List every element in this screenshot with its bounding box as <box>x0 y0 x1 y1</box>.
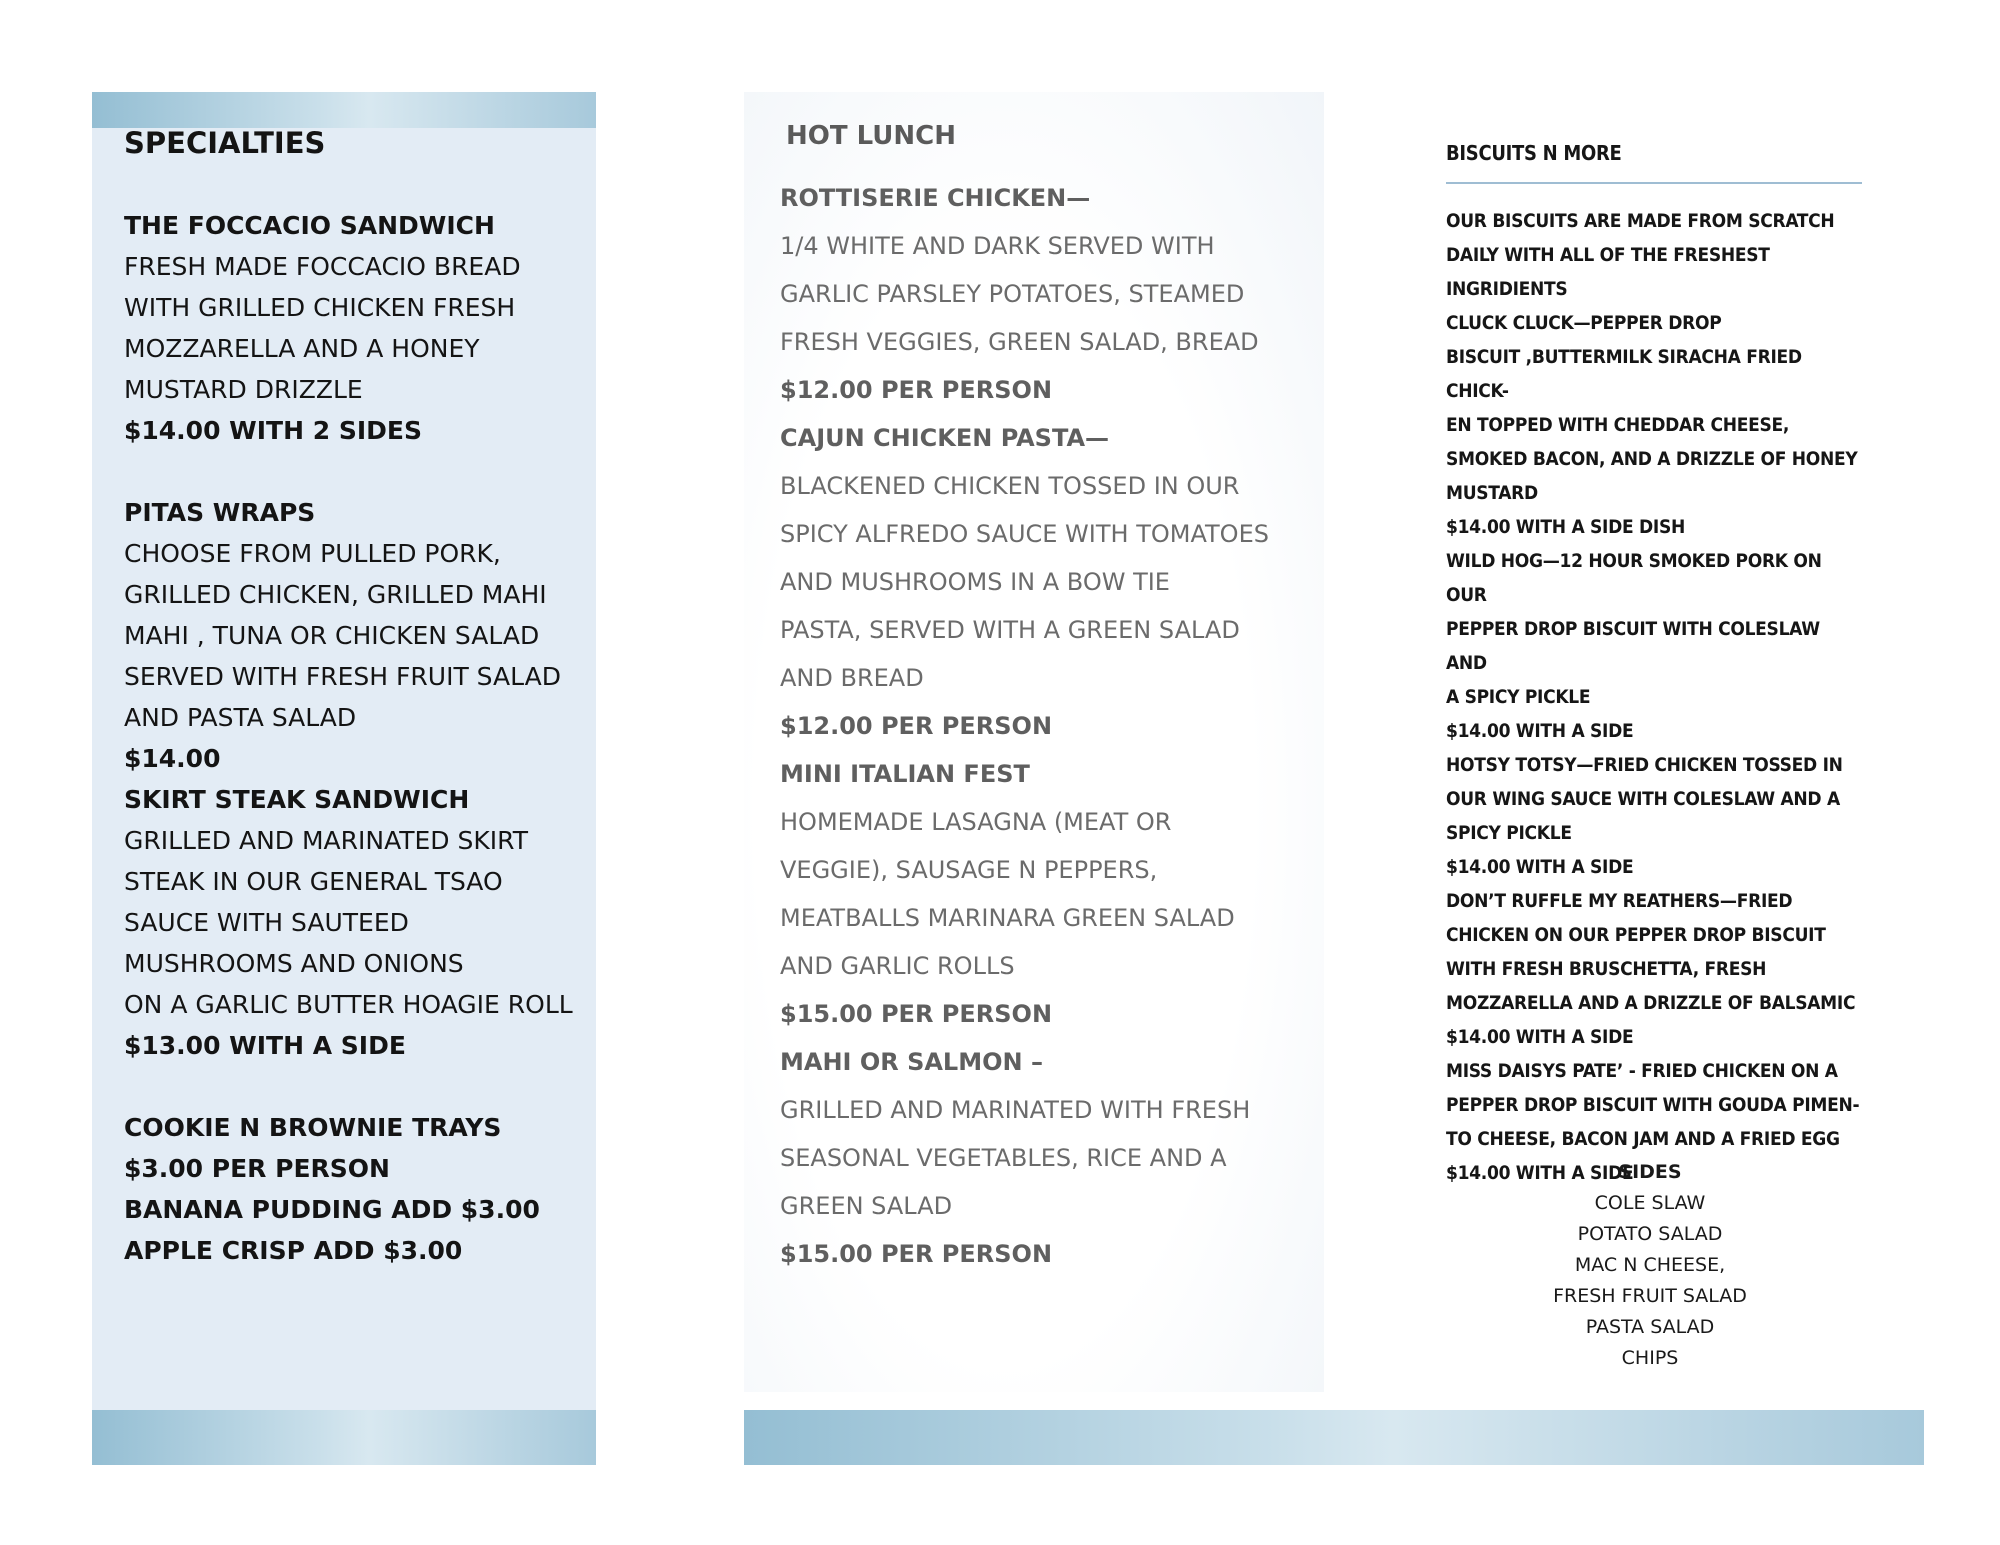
hot-lunch-menu-line: GARLIC PARSLEY POTATOES, STEAMED <box>780 280 1245 308</box>
hot-lunch-menu-line: $15.00 PER PERSON <box>780 1000 1053 1028</box>
biscuits-menu-line: WITH FRESH BRUSCHETTA, FRESH <box>1446 958 1767 980</box>
hot-lunch-menu-line: $12.00 PER PERSON <box>780 712 1053 740</box>
specialties-menu-line <box>124 1066 594 1107</box>
biscuits-menu-line: CLUCK CLUCK—PEPPER DROP <box>1446 312 1722 334</box>
biscuits-menu-line: DON’T RUFFLE MY REATHERS—FRIED <box>1446 890 1793 912</box>
sides-title: SIDES <box>1618 1161 1682 1183</box>
biscuits-menu-line: EN TOPPED WITH CHEDDAR CHEESE, <box>1446 414 1790 436</box>
hot-lunch-menu-line: ROTTISERIE CHICKEN— <box>780 184 1091 212</box>
hot-lunch-menu-line: CAJUN CHICKEN PASTA— <box>780 424 1110 452</box>
biscuits-menu-line: PEPPER DROP BISCUIT WITH GOUDA PIMEN- <box>1446 1094 1860 1116</box>
hot-lunch-menu-line: $12.00 PER PERSON <box>780 376 1053 404</box>
sides-list <box>1520 1188 1780 1374</box>
biscuits-menu-line: $14.00 WITH A SIDE <box>1446 856 1634 878</box>
specialties-title: SPECIALTIES <box>124 126 326 160</box>
sides-item-line: COLE SLAW <box>1594 1192 1706 1214</box>
specialties-menu-line: $14.00 <box>124 744 221 773</box>
biscuits-menu-line: SPICY PICKLE <box>1446 822 1572 844</box>
biscuits-list <box>1446 204 1866 1190</box>
hot-lunch-menu-line: HOMEMADE LASAGNA (MEAT OR <box>780 808 1172 836</box>
biscuits-menu-line: OUR WING SAUCE WITH COLESLAW AND A <box>1446 788 1840 810</box>
biscuits-menu-line: SMOKED BACON, AND A DRIZZLE OF HONEY <box>1446 448 1858 470</box>
biscuits-menu-line: TO CHEESE, BACON JAM AND A FRIED EGG <box>1446 1128 1840 1150</box>
specialties-menu-line: GRILLED AND MARINATED SKIRT <box>124 826 528 855</box>
biscuits-menu-line: MOZZARELLA AND A DRIZZLE OF BALSAMIC <box>1446 992 1856 1014</box>
specialties-menu-line <box>124 451 594 492</box>
hot-lunch-menu-line: MEATBALLS MARINARA GREEN SALAD <box>780 904 1235 932</box>
biscuits-divider <box>1446 182 1862 184</box>
hot-lunch-menu-line: 1/4 WHITE AND DARK SERVED WITH <box>780 232 1215 260</box>
specialties-menu-line: STEAK IN OUR GENERAL TSAO <box>124 867 503 896</box>
hot-lunch-menu-line: AND GARLIC ROLLS <box>780 952 1015 980</box>
hot-lunch-menu-line: AND MUSHROOMS IN A BOW TIE <box>780 568 1170 596</box>
biscuits-menu-line: INGRIDIENTS <box>1446 278 1568 300</box>
hot-lunch-menu-line: $15.00 PER PERSON <box>780 1240 1053 1268</box>
biscuits-menu-line: OUR BISCUITS ARE MADE FROM SCRATCH <box>1446 210 1835 232</box>
specialties-menu-line: MAHI , TUNA OR CHICKEN SALAD <box>124 621 540 650</box>
hot-lunch-menu-line: VEGGIE), SAUSAGE N PEPPERS, <box>780 856 1158 884</box>
specialties-menu-line: COOKIE N BROWNIE TRAYS <box>124 1113 502 1142</box>
hot-lunch-menu-line: SEASONAL VEGETABLES, RICE AND A <box>780 1144 1227 1172</box>
specialties-list <box>124 205 594 1271</box>
biscuits-menu-line: MISS DAISYS PATE’ - FRIED CHICKEN ON A <box>1446 1060 1838 1082</box>
sides-item-line: POTATO SALAD <box>1577 1223 1723 1245</box>
specialties-menu-line: GRILLED CHICKEN, GRILLED MAHI <box>124 580 547 609</box>
specialties-menu-line: THE FOCCACIO SANDWICH <box>124 211 495 240</box>
biscuits-menu-line: HOTSY TOTSY—FRIED CHICKEN TOSSED IN <box>1446 754 1843 776</box>
hot-lunch-section <box>780 112 1320 1278</box>
specialties-menu-line: APPLE CRISP ADD $3.00 <box>124 1236 463 1265</box>
sides-item-line: MAC N CHEESE, <box>1574 1254 1726 1276</box>
hot-lunch-title: HOT LUNCH <box>786 121 957 151</box>
right-bottom-bar <box>744 1410 1924 1465</box>
specialties-menu-line: SKIRT STEAK SANDWICH <box>124 785 470 814</box>
hot-lunch-menu-line: BLACKENED CHICKEN TOSSED IN OUR <box>780 472 1240 500</box>
hot-lunch-menu-line: SPICY ALFREDO SAUCE WITH TOMATOES <box>780 520 1269 548</box>
biscuits-menu-line: CHICKEN ON OUR PEPPER DROP BISCUIT <box>1446 924 1826 946</box>
specialties-menu-line: $13.00 WITH A SIDE <box>124 1031 406 1060</box>
biscuits-section <box>1446 136 1866 1190</box>
specialties-menu-line: MOZZARELLA AND A HONEY <box>124 334 480 363</box>
biscuits-menu-line: $14.00 WITH A SIDE <box>1446 1162 1634 1184</box>
biscuits-menu-line: A SPICY PICKLE <box>1446 686 1591 708</box>
biscuits-menu-line: $14.00 WITH A SIDE <box>1446 1026 1634 1048</box>
hot-lunch-menu-line: AND BREAD <box>780 664 924 692</box>
spacer <box>124 164 594 205</box>
hot-lunch-list <box>780 174 1320 1278</box>
biscuits-menu-line: DAILY WITH ALL OF THE FRESHEST <box>1446 244 1770 266</box>
specialties-menu-line: $14.00 WITH 2 SIDES <box>124 416 422 445</box>
specialties-menu-line: AND PASTA SALAD <box>124 703 357 732</box>
biscuits-menu-line: BISCUIT ,BUTTERMILK SIRACHA FRIED CHICK- <box>1446 346 1802 402</box>
specialties-bottom-bar <box>92 1410 596 1465</box>
specialties-menu-line: SAUCE WITH SAUTEED <box>124 908 409 937</box>
biscuits-menu-line: $14.00 WITH A SIDE DISH <box>1446 516 1685 538</box>
biscuits-menu-line: MUSTARD <box>1446 482 1538 504</box>
biscuits-menu-line: PEPPER DROP BISCUIT WITH COLESLAW AND <box>1446 618 1820 674</box>
specialties-menu-line: CHOOSE FROM PULLED PORK, <box>124 539 501 568</box>
sides-item-line: FRESH FRUIT SALAD <box>1553 1285 1747 1307</box>
specialties-section <box>124 122 594 1271</box>
biscuits-title: BISCUITS N MORE <box>1446 141 1622 165</box>
specialties-menu-line: WITH GRILLED CHICKEN FRESH <box>124 293 516 322</box>
specialties-menu-line: ON A GARLIC BUTTER HOAGIE ROLL <box>124 990 573 1019</box>
specialties-menu-line: MUSTARD DRIZZLE <box>124 375 363 404</box>
hot-lunch-menu-line: PASTA, SERVED WITH A GREEN SALAD <box>780 616 1240 644</box>
hot-lunch-menu-line: FRESH VEGGIES, GREEN SALAD, BREAD <box>780 328 1259 356</box>
sides-item-line: CHIPS <box>1621 1347 1679 1369</box>
specialties-menu-line: SERVED WITH FRESH FRUIT SALAD <box>124 662 561 691</box>
hot-lunch-menu-line: GRILLED AND MARINATED WITH FRESH <box>780 1096 1251 1124</box>
sides-item-line: PASTA SALAD <box>1585 1316 1715 1338</box>
specialties-menu-line: FRESH MADE FOCCACIO BREAD <box>124 252 521 281</box>
hot-lunch-menu-line: MAHI OR SALMON – <box>780 1048 1043 1076</box>
biscuits-menu-line: $14.00 WITH A SIDE <box>1446 720 1634 742</box>
hot-lunch-menu-line: GREEN SALAD <box>780 1192 953 1220</box>
specialties-menu-line: BANANA PUDDING ADD $3.00 <box>124 1195 540 1224</box>
specialties-menu-line: $3.00 PER PERSON <box>124 1154 390 1183</box>
sides-section <box>1520 1157 1780 1374</box>
hot-lunch-menu-line: MINI ITALIAN FEST <box>780 760 1030 788</box>
specialties-menu-line: PITAS WRAPS <box>124 498 316 527</box>
specialties-menu-line: MUSHROOMS AND ONIONS <box>124 949 464 978</box>
biscuits-menu-line: WILD HOG—12 HOUR SMOKED PORK ON OUR <box>1446 550 1822 606</box>
